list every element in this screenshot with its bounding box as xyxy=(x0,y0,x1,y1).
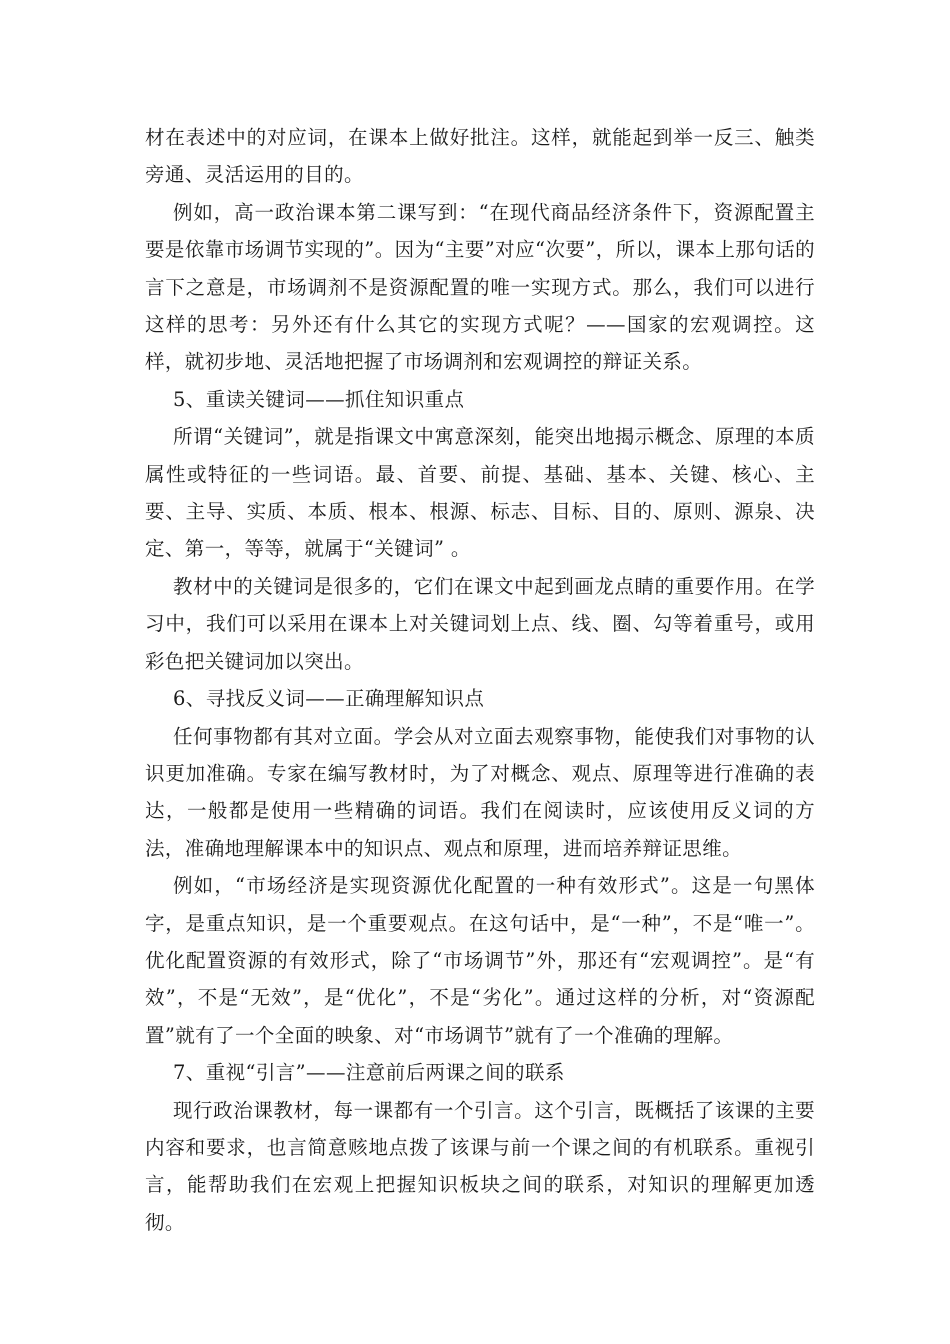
paragraph-example-resource-allocation: 例如，高一政治课本第二课写到：“在现代商品经济条件下，资源配置主要是依靠市场调节实现的”。因为“主要”对应“次要”，所以，课本上那句话的言下之意是，市场调剂不是资源配置的唯一实现方式。那么，我们可以进行这样的思考：另外还有什么其它的实现方式呢？——国家的宏观调控。这样，就初步地、灵活地把握了市场调剂和宏观调控的辩证关系。 xyxy=(145,200,815,374)
paragraph-keywords-definition: 所谓“关键词”，就是指课文中寓意深刻，能突出地揭示概念、原理的本质属性或特征的一些词语。最、首要、前提、基础、基本、关键、核心、主要、主导、实质、本质、根本、根源、标志、目标、目的、原则、源泉、决定、第一，等等，就属于“关键词” 。 xyxy=(145,425,815,561)
paragraph-keywords-usage: 教材中的关键词是很多的，它们在课文中起到画龙点睛的重要作用。在学习中，我们可以采用在课本上对关键词划上点、线、圈、勾等着重号，或用彩色把关键词加以突出。 xyxy=(145,574,815,673)
paragraph-continuation: 材在表述中的对应词，在课本上做好批注。这样，就能起到举一反三、触类旁通、灵活运用的目的。 xyxy=(145,126,815,187)
section-heading-6: 6、寻找反义词——正确理解知识点 xyxy=(173,687,485,711)
paragraph-antonyms-example: 例如，“市场经济是实现资源优化配置的一种有效形式”。这是一句黑体字，是重点知识，是一个重要观点。在这句话中，是“一种”，不是“唯一”。优化配置资源的有效形式，除了“市场调节”外，那还有“宏观调控”。是“有效”，不是“无效”，是“优化”，不是“劣化”。通过这样的分析，对“资源配置”就有了一个全面的映象、对“市场调节”就有了一个准确的理解。 xyxy=(145,874,815,1047)
document-body xyxy=(145,119,815,1241)
section-heading-5: 5、重读关键词——抓住知识重点 xyxy=(173,387,465,411)
section-heading-7: 7、重视“引言”——注意前后两课之间的联系 xyxy=(173,1061,565,1085)
paragraph-antonyms-method: 任何事物都有其对立面。学会从对立面去观察事物，能使我们对事物的认识更加准确。专家在编写教材时，为了对概念、观点、原理等进行准确的表达，一般都是使用一些精确的词语。我们在阅读时，应该使用反义词的方法，准确地理解课本中的知识点、观点和原理，进而培养辩证思维。 xyxy=(145,724,815,860)
paragraph-introduction: 现行政治课教材，每一课都有一个引言。这个引言，既概括了该课的主要内容和要求，也言简意赅地点拨了该课与前一个课之间的有机联系。重视引言，能帮助我们在宏观上把握知识板块之间的联系，对知识的理解更加透彻。 xyxy=(145,1098,815,1234)
